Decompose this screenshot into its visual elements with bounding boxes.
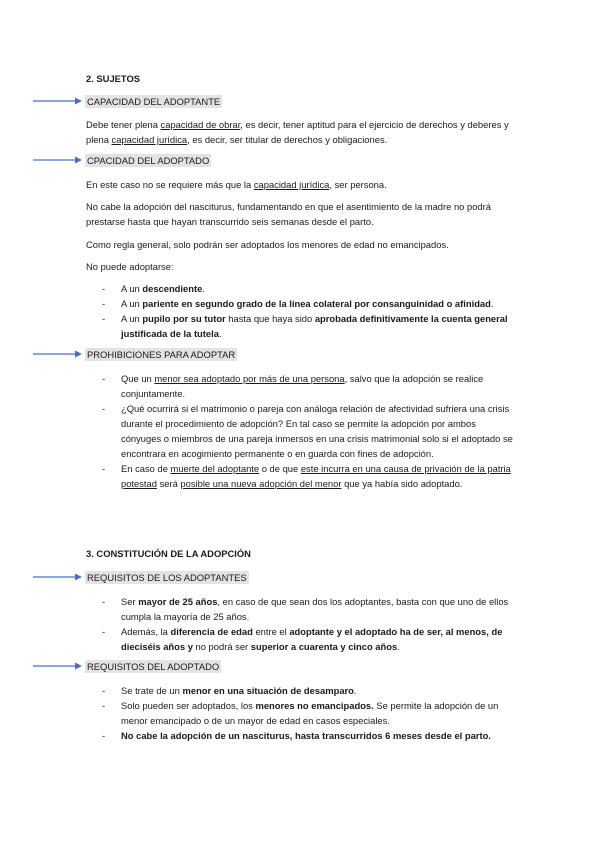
text-run: Debe tener plena bbox=[86, 119, 161, 130]
text-run: , ser persona. bbox=[329, 179, 387, 190]
subheading-requisitos-adoptado: REQUISITOS DEL ADOPTADO bbox=[87, 661, 220, 672]
text-run: capacidad jurídica bbox=[253, 179, 330, 190]
text-run: menores no emancipados. bbox=[255, 700, 374, 711]
text-run: A un bbox=[121, 313, 143, 324]
text-run: Ser bbox=[121, 596, 139, 607]
list-item bbox=[102, 281, 518, 296]
section-3-title: 3. CONSTITUCIÓN DE LA ADOPCIÓN bbox=[86, 548, 251, 559]
subheading-prohibiciones: PROHIBICIONES PARA ADOPTAR bbox=[87, 349, 236, 360]
text-run: , salvo que la adopción se realice conjuntamente. bbox=[121, 373, 484, 399]
list-item bbox=[102, 311, 518, 341]
list-prohibiciones bbox=[102, 371, 518, 491]
text-run: . bbox=[353, 685, 357, 696]
text-run: pupilo por su tutor bbox=[142, 313, 226, 324]
list-requisitos-adoptantes bbox=[102, 594, 518, 654]
text-run: , es decir, ser titular de derechos y obligaciones. bbox=[187, 134, 388, 145]
section-2-title: 2. SUJETOS bbox=[86, 73, 141, 84]
text-run: adoptante y el adoptado ha de ser, al menos, de dieciséis años y bbox=[121, 626, 503, 652]
list-item bbox=[102, 698, 518, 728]
text-run: ¿Qué ocurrirá si el matrimonio o pareja con análoga relación de afectividad sufriera una crisis durante el procedimiento de adopción? En tal caso se permite la adopción por ambos cónyuges o miembros de una pareja inmersos en una crisis matrimonial solo si el adoptado se encontrara en acogimiento permanente o en guarda con fines de adopción. bbox=[121, 403, 513, 459]
text-run: no podrá ser bbox=[192, 641, 251, 652]
list-requisitos-adoptado bbox=[102, 683, 518, 743]
list-item bbox=[102, 401, 518, 461]
text-run: superior a cuarenta y cinco años bbox=[250, 641, 398, 652]
arrow-icon bbox=[33, 572, 83, 582]
list-no-adoptable bbox=[102, 281, 518, 341]
list-item bbox=[102, 461, 518, 491]
text-run: descendiente bbox=[142, 283, 203, 294]
text-run: No cabe la adopción de un nasciturus, hasta transcurridos 6 meses desde el parto. bbox=[121, 730, 491, 741]
text-run: capacidad de obrar bbox=[160, 119, 241, 130]
text-run: capacidad jurídica bbox=[111, 134, 188, 145]
text-run: que ya había sido adoptado. bbox=[341, 478, 463, 489]
list-item bbox=[102, 624, 518, 654]
text-run: . bbox=[202, 283, 205, 294]
text-run: Solo pueden ser adoptados, los bbox=[121, 700, 256, 711]
list-item bbox=[102, 296, 518, 311]
text-run: aprobada definitivamente la cuenta general justificada de la tutela bbox=[121, 313, 508, 339]
list-item bbox=[102, 594, 518, 624]
paragraph bbox=[86, 177, 516, 192]
text-run: menor en una situación de desamparo bbox=[182, 685, 354, 696]
text-run: Además, la bbox=[121, 626, 171, 637]
text-run: este incurra en una causa de privación de la patria potestad bbox=[121, 463, 511, 489]
text-run: mayor de 25 años bbox=[138, 596, 218, 607]
list-item bbox=[102, 371, 518, 401]
list-item bbox=[102, 728, 518, 743]
text-run: A un bbox=[121, 283, 143, 294]
text-run: entre el bbox=[252, 626, 290, 637]
text-run: pariente en segundo grado de la línea colateral por consanguinidad o afinidad bbox=[142, 298, 491, 309]
text-run: En este caso no se requiere más que la bbox=[86, 179, 254, 190]
subheading-capacidad-adoptado: CPACIDAD DEL ADOPTADO bbox=[87, 155, 210, 166]
text-run: En caso de bbox=[121, 463, 171, 474]
subheading-requisitos-adoptantes: REQUISITOS DE LOS ADOPTANTES bbox=[87, 572, 247, 583]
paragraph: No puede adoptarse: bbox=[86, 261, 174, 272]
arrow-icon bbox=[33, 155, 83, 165]
text-run: . bbox=[490, 298, 494, 309]
text-run: diferencia de edad bbox=[170, 626, 253, 637]
text-run: posible una nueva adopción del menor bbox=[180, 478, 342, 489]
list-item bbox=[102, 683, 518, 698]
subheading-capacidad-adoptante: CAPACIDAD DEL ADOPTANTE bbox=[87, 96, 221, 107]
text-run: o de que bbox=[259, 463, 301, 474]
text-run: , en caso de que sean dos los adoptantes, basta con que uno de ellos cumpla la mayoría de 25 años. bbox=[121, 596, 509, 622]
text-run: muerte del adoptante bbox=[170, 463, 260, 474]
text-run: Se permite la adopción de un menor emancipado o de un mayor de edad en casos especiales. bbox=[121, 700, 499, 726]
text-run: Se trate de un bbox=[121, 685, 183, 696]
paragraph bbox=[86, 117, 516, 147]
text-run: menor sea adoptado por más de una persona bbox=[154, 373, 345, 384]
paragraph: Como regla general, solo podrán ser adoptados los menores de edad no emancipados. bbox=[86, 239, 449, 250]
paragraph: No cabe la adopción del nasciturus, fundamentando en que el asentimiento de la madre no podrá prestarse hasta que hayan transcurrido seis semanas desde el parto. bbox=[86, 201, 491, 227]
text-run: . bbox=[218, 328, 222, 339]
arrow-icon bbox=[33, 349, 83, 359]
arrow-icon bbox=[33, 96, 83, 106]
arrow-icon bbox=[33, 661, 83, 671]
text-run: será bbox=[156, 478, 181, 489]
text-run: hasta que haya sido bbox=[225, 313, 315, 324]
text-run: Que un bbox=[121, 373, 155, 384]
text-run: A un bbox=[121, 298, 143, 309]
text-run: , es decir, tener aptitud para el ejercicio de derechos y deberes y plena bbox=[86, 119, 509, 145]
text-run: . bbox=[397, 641, 400, 652]
